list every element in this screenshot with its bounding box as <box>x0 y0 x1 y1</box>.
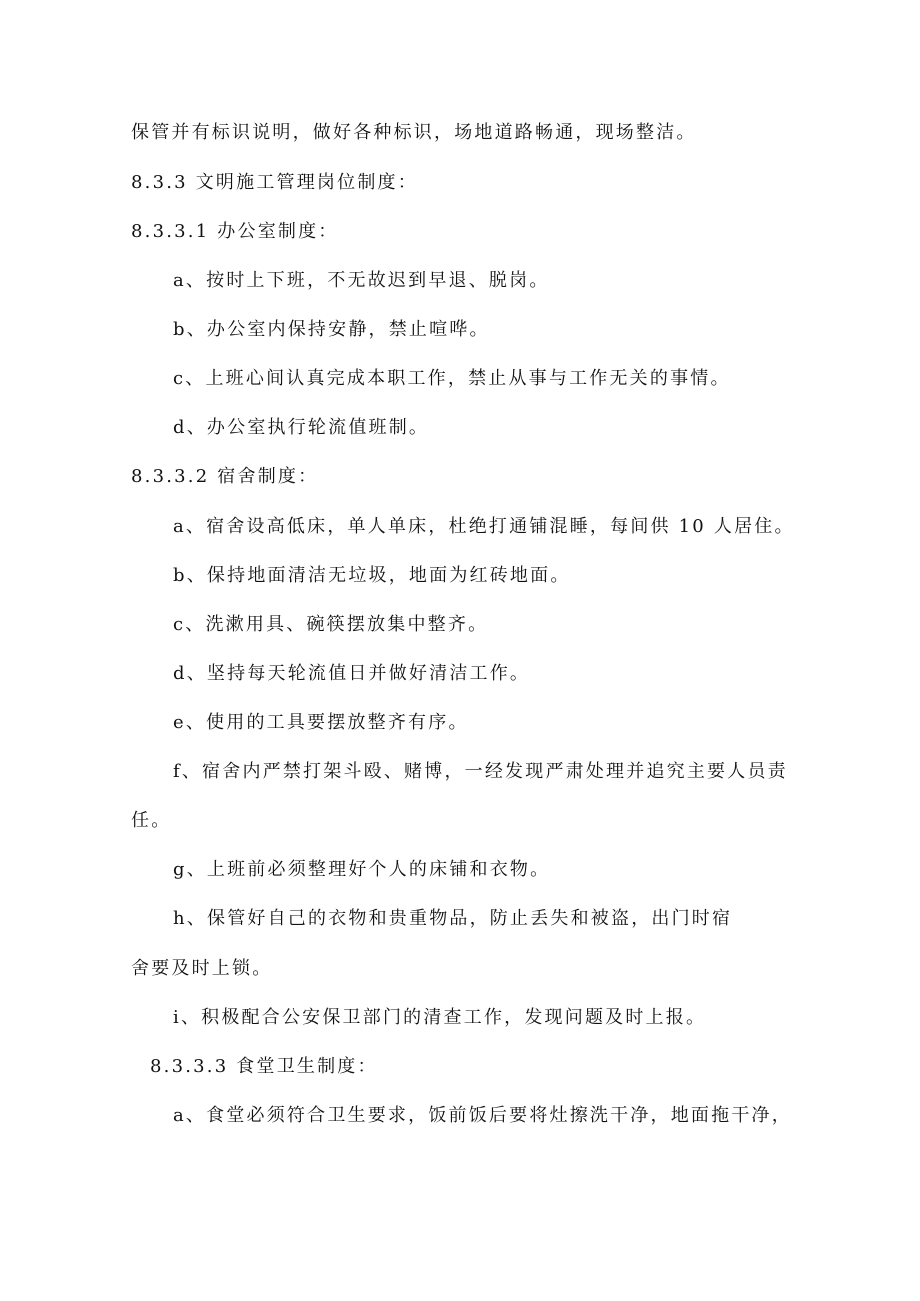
dorm-rule-h: h、保管好自己的衣物和贵重物品，防止丢失和被盗，出门时宿 <box>173 908 733 929</box>
text-line: 保管并有标识说明，做好各种标识，场地道路畅通，现场整洁。 <box>131 122 697 143</box>
subsection-heading-office: 8.3.3.1 办公室制度： <box>131 221 339 242</box>
dorm-rule-f-continued: 任。 <box>131 810 172 831</box>
dorm-rule-g: g、上班前必须整理好个人的床铺和衣物。 <box>173 859 551 880</box>
dorm-rule-a: a、宿舍设高低床，单人单床，杜绝打通铺混睡，每间供 10 人居住。 <box>173 516 795 537</box>
section-heading-8-3-3: 8.3.3 文明施工管理岗位制度： <box>131 172 418 193</box>
dorm-rule-h-continued: 舍要及时上锁。 <box>131 958 273 979</box>
dorm-rule-i: i、积极配合公安保卫部门的清查工作，发现问题及时上报。 <box>173 1007 707 1028</box>
office-rule-c: c、上班心间认真完成本职工作，禁止从事与工作无关的事情。 <box>173 368 731 389</box>
subsection-heading-dormitory: 8.3.3.2 宿舍制度： <box>131 466 319 487</box>
dorm-rule-f: f、宿舍内严禁打架斗殴、赌博，一经发现严肃处理并追究主要人员责 <box>173 761 788 782</box>
dorm-rule-c: c、洗漱用具、碗筷摆放集中整齐。 <box>173 614 489 635</box>
office-rule-b: b、办公室内保持安静，禁止喧哗。 <box>173 319 490 340</box>
dorm-rule-b: b、保持地面清洁无垃圾，地面为红砖地面。 <box>173 565 571 586</box>
office-rule-d: d、办公室执行轮流值班制。 <box>173 417 430 438</box>
dorm-rule-e: e、使用的工具要摆放整齐有序。 <box>173 712 469 733</box>
canteen-rule-a: a、食堂必须符合卫生要求，饭前饭后要将灶擦洗干净，地面拖干净， <box>173 1105 792 1126</box>
office-rule-a: a、按时上下班，不无故迟到早退、脱岗。 <box>173 270 550 291</box>
subsection-heading-canteen: 8.3.3.3 食堂卫生制度： <box>150 1056 378 1077</box>
dorm-rule-d: d、坚持每天轮流值日并做好清洁工作。 <box>173 663 531 684</box>
